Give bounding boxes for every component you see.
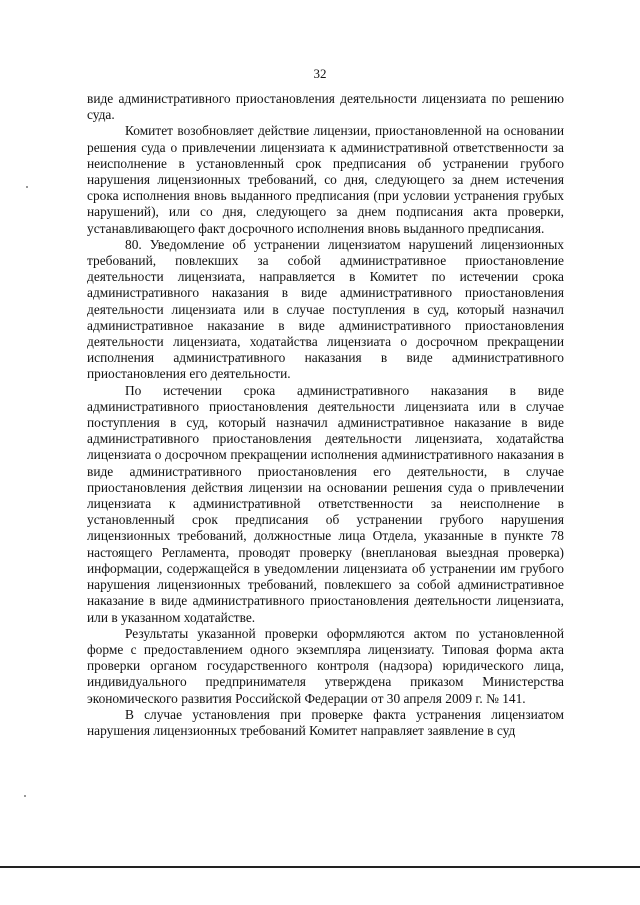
paragraph-1: виде административного приостановления деятельности лицензиата по решению суда. bbox=[87, 91, 564, 123]
paragraph-4: По истечении срока административного наказания в виде административного приостановления деятельности лицензиата или в случае поступления в суд, который назначил административное наказание в виде административного приостановления деятельности лицензиата, ходатайства лицензиата о досрочном прекращении исполнения административного наказания в виде административного приостановления его деятельности, в случае приостановления действия лицензии на основании решения суда о привлечении лицензиата к административной ответственности за неисполнение в установленный срок предписания об устранении грубого нарушения лицензионных требований, должностные лица Отдела, указанные в пункте 78 настоящего Регламента, проводят проверку (внеплановая выездная проверка) информации, содержащейся в уведомлении лицензиата об устранении им грубого нарушения лицензионных требований, повлекшего за собой административное наказание в виде административного приостановления деятельности лицензиата, или в указанном ходатайстве. bbox=[87, 382, 564, 625]
paragraph-5: Результаты указанной проверки оформляются актом по установленной форме с предоставлением одного экземпляра лицензиату. Типовая форма акта проверки органом государственного контроля (надзора) юридического лица, индивидуального предпринимателя утверждена приказом Министерства экономического развития Российской Федерации от 30 апреля 2009 г. № 141. bbox=[87, 625, 564, 706]
document-body bbox=[87, 91, 564, 739]
scan-speck bbox=[24, 795, 26, 797]
page-number: 32 bbox=[313, 66, 327, 81]
paragraph-6: В случае установления при проверке факта устранения лицензиатом нарушения лицензионных требований Комитет направляет заявление в суд bbox=[87, 706, 564, 738]
paragraph-3: 80. Уведомление об устранении лицензиатом нарушений лицензионных требований, повлекших за собой административное приостановление деятельности лицензиата, направляется в Комитет по истечении срока административного наказания в виде административного приостановления деятельности лицензиата или в случае поступления в суд, который назначил административное наказание в виде административного приостановления деятельности лицензиата, ходатайства лицензиата о досрочном прекращении исполнения административного наказания в виде административного приостановления его деятельности. bbox=[87, 236, 564, 382]
scan-speck bbox=[26, 186, 28, 188]
bottom-rule bbox=[0, 866, 640, 868]
paragraph-2: Комитет возобновляет действие лицензии, приостановленной на основании решения суда о привлечении лицензиата к административной ответственности за неисполнение в установленный срок предписания об устранении грубого нарушения лицензионных требований, со дня, следующего за днем истечения срока исполнения вновь выданного предписания (при условии устранения грубых нарушений), или со дня, следующего за днем подписания акта проверки, устанавливающего факт досрочного исполнения вновь выданного предписания. bbox=[87, 123, 564, 236]
